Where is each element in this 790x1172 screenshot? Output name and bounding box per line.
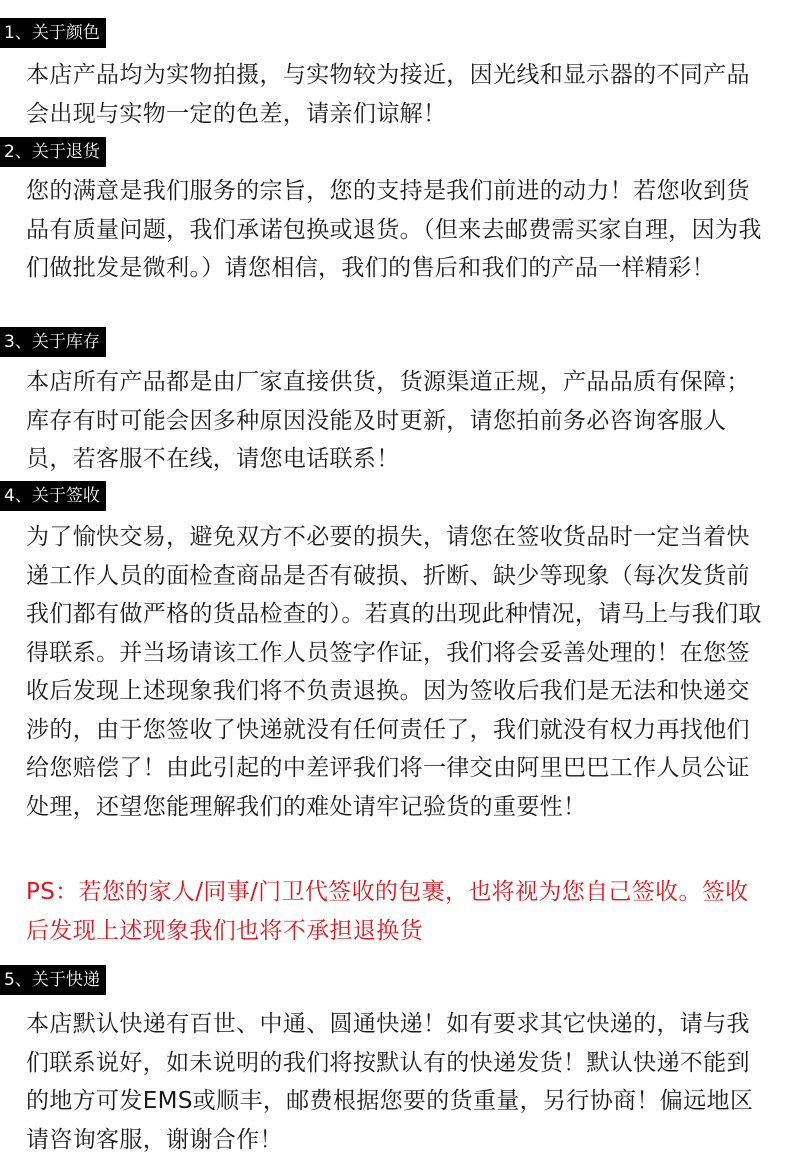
section-text-returns: 您的满意是我们服务的宗旨，您的支持是我们前进的动力！若您收到货品有质量问题，我们承诺包换或退货。（但来去邮费需买家自理，因为我们做批发是微利。）请您相信，我们的售后和我们的产品一样精彩！: [26, 178, 762, 281]
section-heading-signing: 4、关于签收: [0, 481, 106, 511]
section-heading-delivery: 5、关于快递: [0, 965, 106, 995]
section-heading-returns: 2、关于退货: [0, 137, 106, 167]
section-text-signing: 为了愉快交易，避免双方不必要的损失，请您在签收货品时一定当着快递工作人员的面检查商品是否有破损、折断、缺少等现象（每次发货前我们都有做严格的货品检查的）。若真的出现此种情况，请马上与我们取得联系。并当场请该工作人员签字作证，我们将会妥善处理的！在您签收后发现上述现象我们将不负责退换。因为签收后我们是无法和快递交涉的，由于您签收了快递就没有任何责任了，我们就没有权力再找他们给您赔偿了！由此引起的中差评我们将一律交由阿里巴巴工作人员公证处理，还望您能理解我们的难处请牢记验货的重要性！: [26, 524, 762, 820]
section-heading-color: 1、关于颜色: [0, 18, 106, 48]
signing-notice: PS：若您的家人/同事/门卫代签收的包裹，也将视为您自己签收。签收后发现上述现象我们也将不承担退换货: [26, 879, 749, 944]
section-text-stock: 本店所有产品都是由厂家直接供货，货源渠道正规，产品品质有保障；库存有时可能会因多种原因没能及时更新，请您拍前务必咨询客服人员，若客服不在线，请您电话联系！: [26, 369, 750, 472]
section-heading-stock: 3、关于库存: [0, 327, 106, 357]
section-text-delivery: 本店默认快递有百世、中通、圆通快递！如有要求其它快递的，请与我们联系说好，如未说明的我们将按默认有的快递发货！默认快递不能到的地方可发EMS或顺丰，邮费根据您要的货重量，另行协商！偏远地区请咨询客服，谢谢合作！: [26, 1011, 754, 1153]
section-text-color: 本店产品均为实物拍摄，与实物较为接近，因光线和显示器的不同产品会出现与实物一定的色差，请亲们谅解！: [26, 62, 750, 127]
